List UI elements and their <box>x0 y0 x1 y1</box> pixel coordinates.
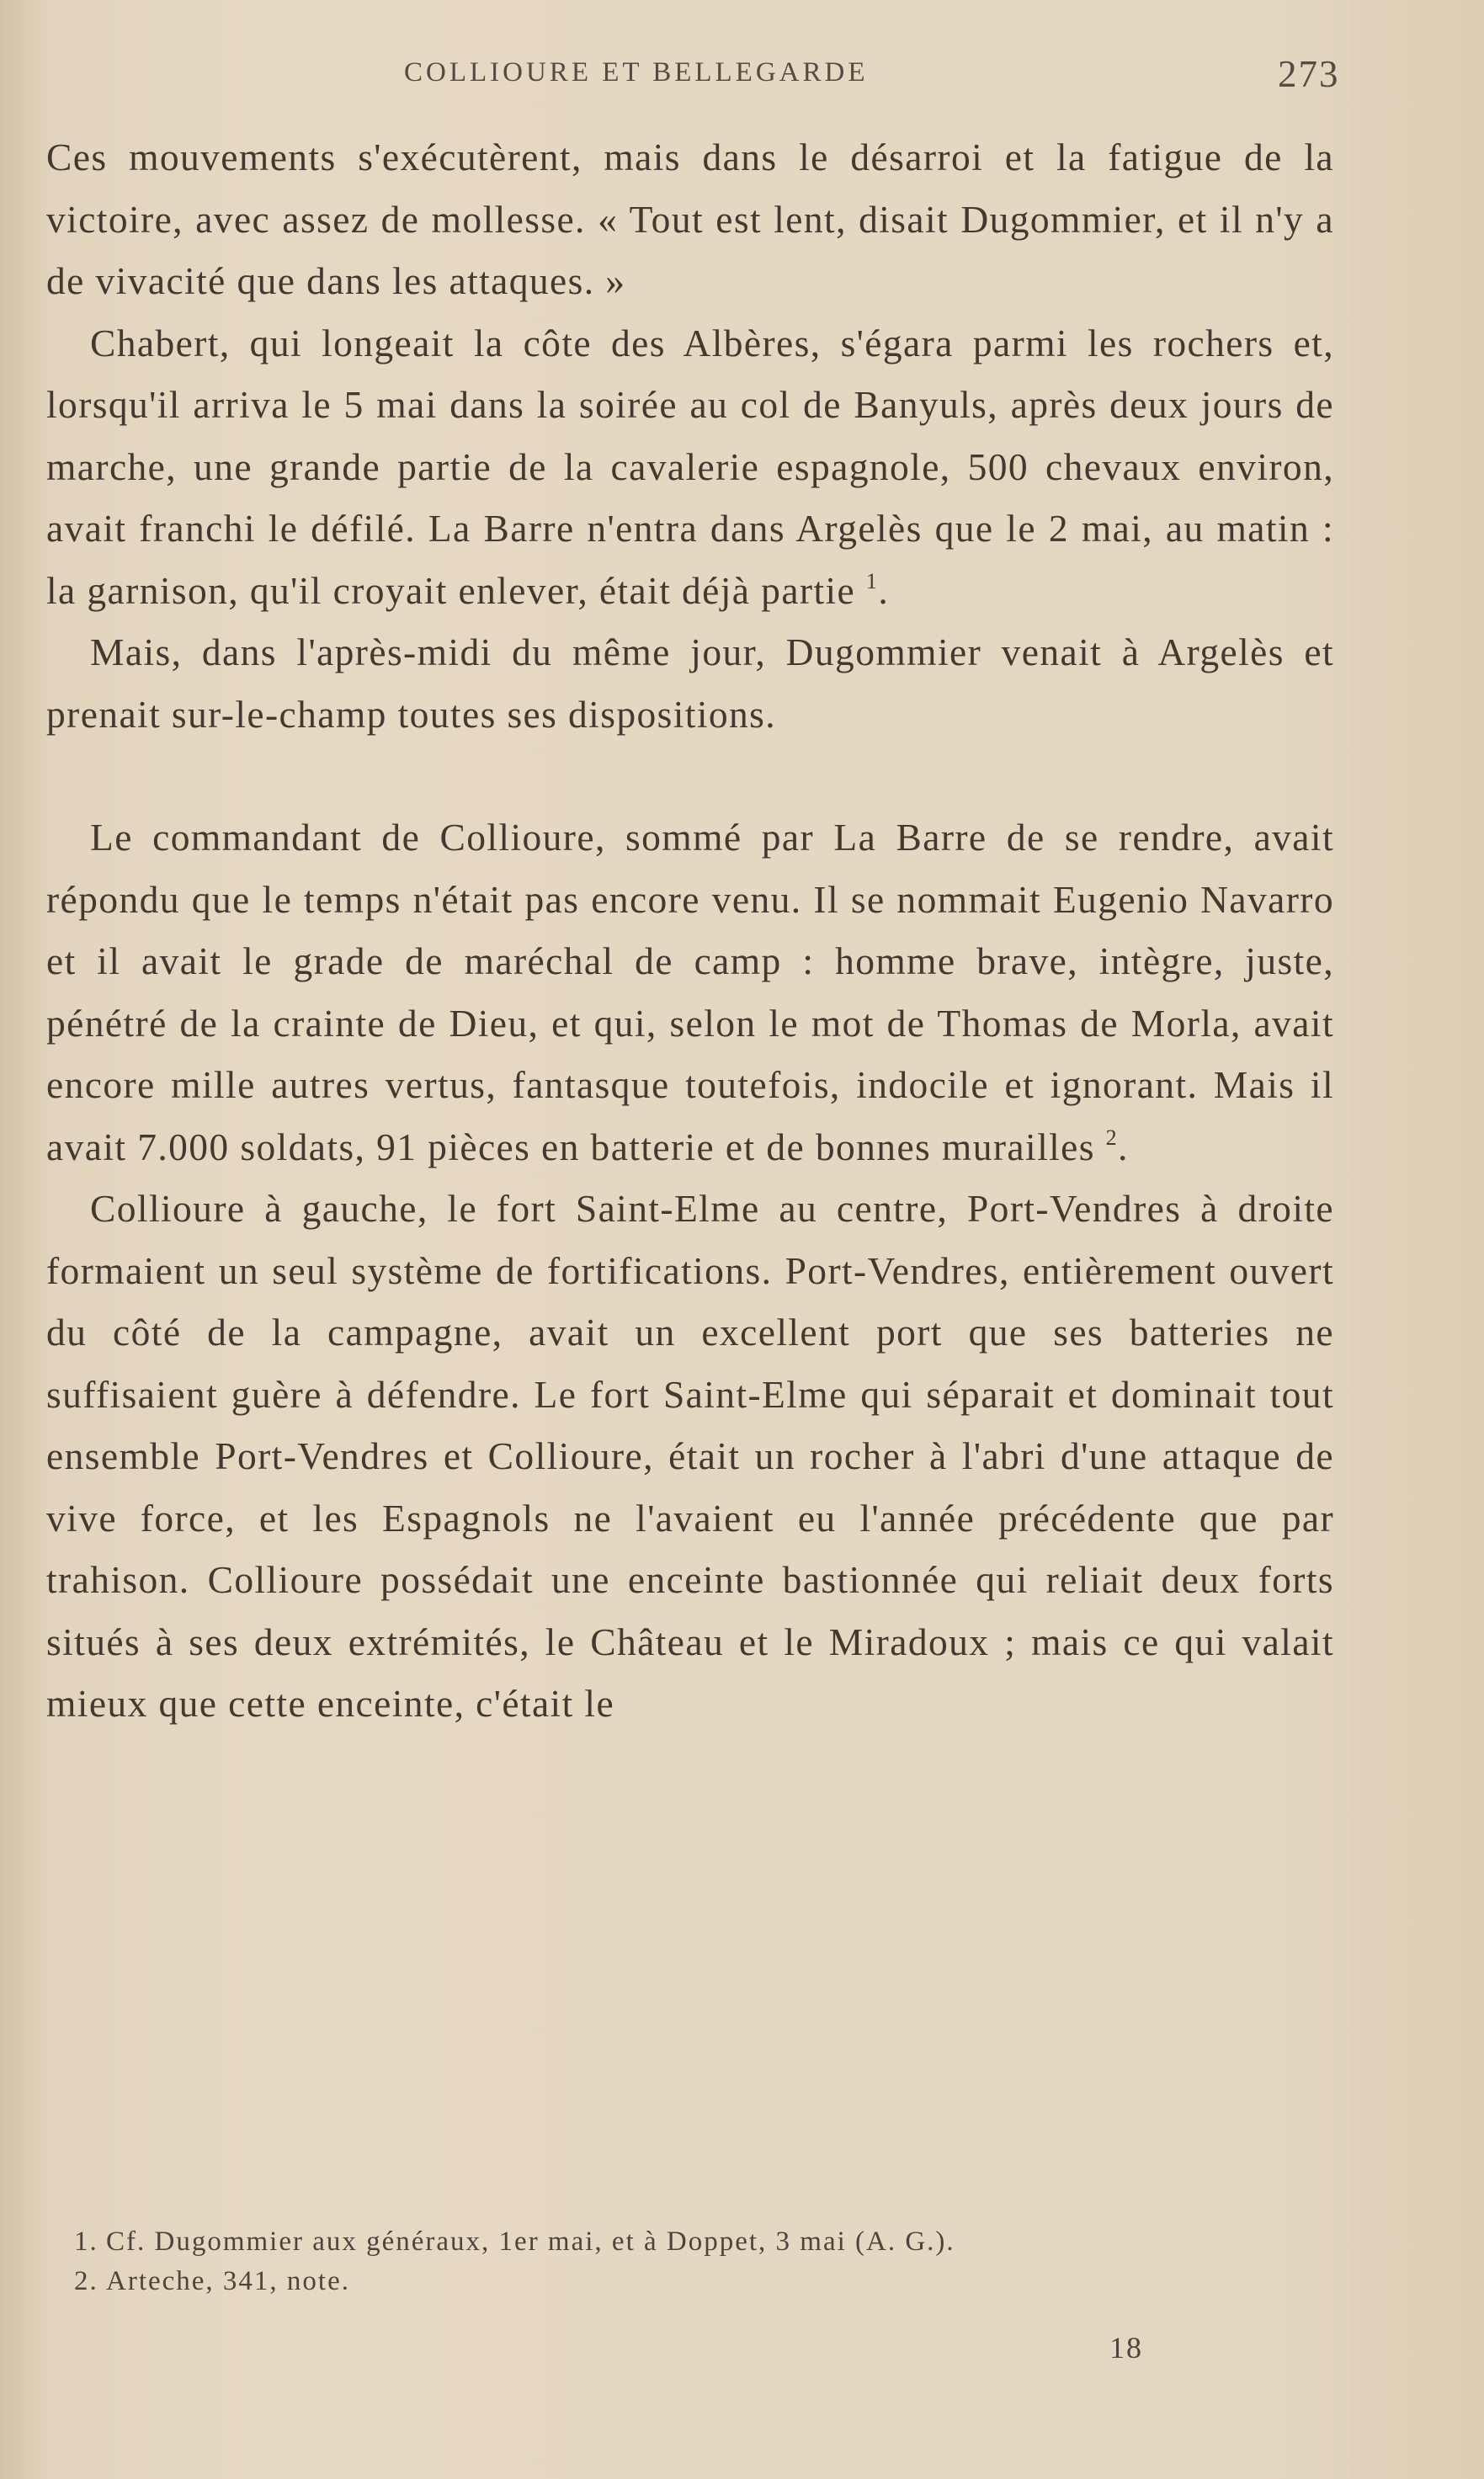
sentence-end: . <box>1118 1125 1129 1168</box>
footnote-number: 2. <box>74 2266 98 2296</box>
sentence-end: . <box>878 568 890 612</box>
footnote-text: Cf. Dugommier aux généraux, 1er mai, et à Doppet, 3 mai (A. G.). <box>106 2226 955 2257</box>
footnote-number: 1. <box>74 2226 98 2257</box>
paragraph: Ces mouvements s'exécutèrent, mais dans le désarroi et la fatigue de la victoire, avec assez de mollesse. « Tout est lent, disait Dugommier, et il n'y a de vivacité que dans les attaques. » <box>46 136 1334 302</box>
paragraph: Mais, dans l'après-midi du même jour, Dugommier venait à Argelès et prenait sur-le-champ toutes ses dispositions. <box>46 630 1334 736</box>
footnote-ref-1: 1 <box>865 568 879 593</box>
footnote-1 <box>74 2222 1320 2262</box>
running-title: COLLIOURE ET BELLEGARDE <box>404 57 869 88</box>
paragraph <box>46 312 1334 622</box>
paragraph: Collioure à gauche, le fort Saint-Elme au centre, Port-Vendres à droite formaient un seul système de fortifications. Port-Vendres, entièrement ouvert du côté de la campagne, avait un excellent port que ses batteries ne suffisaient guère à défendre. Le fort Saint-Elme qui séparait et dominait tout ensemble Port-Vendres et Collioure, était un rocher à l'abri d'une attaque de vive force, et les Espagnols ne l'avaient eu l'année précédente que par trahison. Collioure possédait une enceinte bastionnée qui reliait deux forts situés à ses deux extrémités, le Château et le Miradoux ; mais ce qui valait mieux que cette enceinte, c'était le <box>46 1187 1334 1725</box>
paragraph-text: Le commandant de Collioure, sommé par La Barre de se rendre, avait répondu que le temps n'était pas encore venu. Il se nommait Eugenio Navarro et il avait le grade de maréchal de camp : homme brave, intègre, juste, pénétré de la crainte de Dieu, et qui, selon le mot de Thomas de Morla, avait encore mille autres vertus, fantasque toutefois, indocile et ignorant. Mais il avait 7.000 soldats, 91 pièces en batterie et de bonnes murailles <box>46 816 1334 1168</box>
footnotes <box>74 2222 1320 2301</box>
paragraph <box>46 806 1334 1178</box>
footnote-ref-2: 2 <box>1105 1125 1119 1150</box>
page-number: 273 <box>1278 53 1340 95</box>
page-header <box>0 52 1484 103</box>
signature-mark: 18 <box>1109 2331 1143 2365</box>
footnote-text: Arteche, 341, note. <box>106 2266 350 2296</box>
footnote-2 <box>74 2262 1320 2301</box>
body-text <box>46 126 1334 1735</box>
paragraph-text: Chabert, qui longeait la côte des Albères, s'égara parmi les rochers et, lorsqu'il arriva le 5 mai dans la soirée au col de Banyuls, après deux jours de marche, une grande partie de la cavalerie espagnole, 500 chevaux environ, avait franchi le défilé. La Barre n'entra dans Argelès que le 2 mai, au matin : la garnison, qu'il croyait enlever, était déjà partie <box>46 321 1334 612</box>
